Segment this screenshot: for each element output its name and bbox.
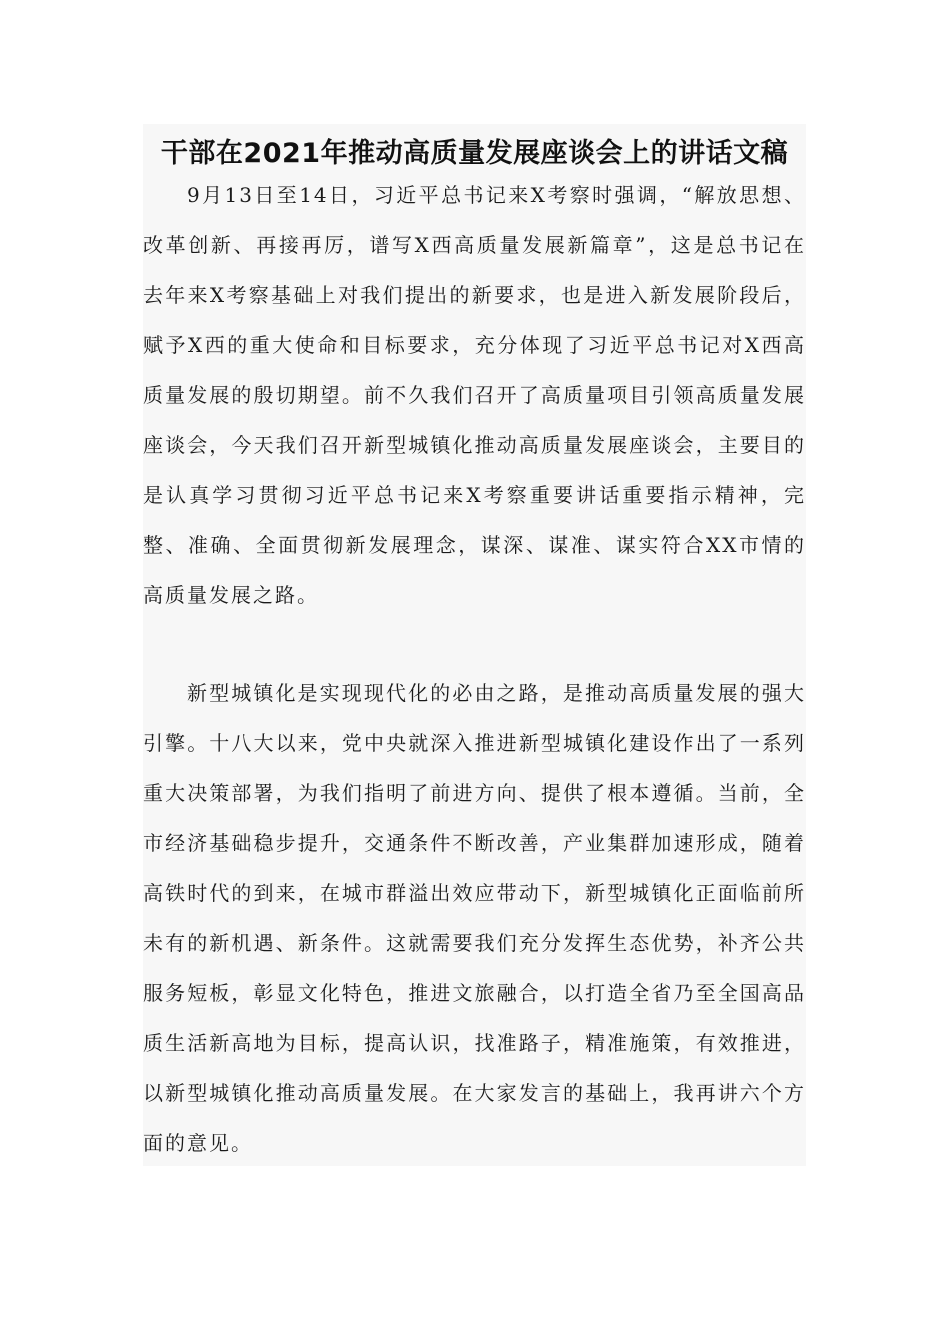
paragraph-2: 新型城镇化是实现现代化的必由之路，是推动高质量发展的强大引擎。十八大以来，党中央就深入推进新型城镇化建设作出了一系列重大决策部署，为我们指明了前进方向、提供了根本遵循。当前，全市经济基础稳步提升，交通条件不断改善，产业集群加速形成，随着高铁时代的到来，在城市群溢出效应带动下，新型城镇化正面临前所未有的新机遇、新条件。这就需要我们充分发挥生态优势，补齐公共服务短板，彰显文化特色，推进文旅融合，以打造全省乃至全国高品质生活新高地为目标，提高认识，找准路子，精准施策，有效推进，以新型城镇化推动高质量发展。在大家发言的基础上，我再讲六个方面的意见。 bbox=[143, 681, 806, 1155]
paragraph-1: 9月13日至14日，习近平总书记来X考察时强调，“解放思想、改革创新、再接再厉，谱写X西高质量发展新篇章”，这是总书记在去年来X考察基础上对我们提出的新要求，也是进入新发展阶段后，赋予X西的重大使命和目标要求，充分体现了习近平总书记对X西高质量发展的殷切期望。前不久我们召开了高质量项目引领高质量发展座谈会，今天我们召开新型城镇化推动高质量发展座谈会，主要目的是认真学习贯彻习近平总书记来X考察重要讲话重要指示精神，完整、准确、全面贯彻新发展理念，谋深、谋准、谋实符合XX市情的高质量发展之路。 bbox=[143, 183, 806, 607]
document-title: 干部在2021年推动高质量发展座谈会上的讲话文稿 bbox=[160, 138, 789, 169]
